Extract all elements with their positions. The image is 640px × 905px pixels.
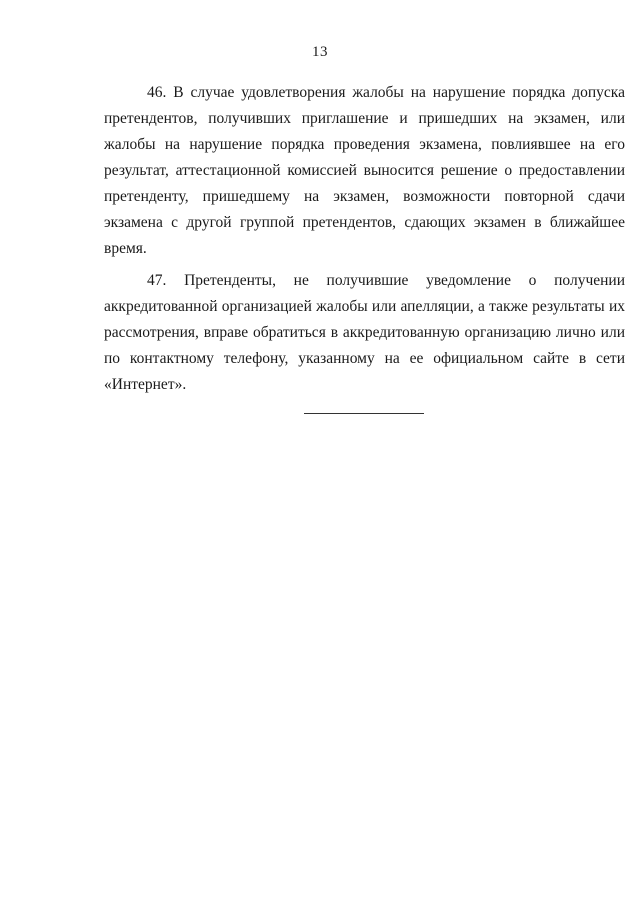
document-body <box>104 80 625 398</box>
end-separator-line <box>304 413 424 414</box>
paragraph-47: 47. Претенденты, не получившие уведомление о получении аккредитованной организацией жалобы или апелляции, а также результаты их рассмотрения, вправе обратиться в аккредитованную организацию лично или по контактному телефону, указанному на ее официальном сайте в сети «Интернет». <box>104 272 625 393</box>
paragraph-46: 46. В случае удовлетворения жалобы на нарушение порядка допуска претендентов, получивших приглашение и пришедших на экзамен, или жалобы на нарушение порядка проведения экзамена, повлиявшее на его результат, аттестационной комиссией выносится решение о предоставлении претенденту, пришедшему на экзамен, возможности повторной сдачи экзамена с другой группой претендентов, сдающих экзамен в ближайшее время. <box>104 84 625 257</box>
page-number: 13 <box>312 44 328 60</box>
